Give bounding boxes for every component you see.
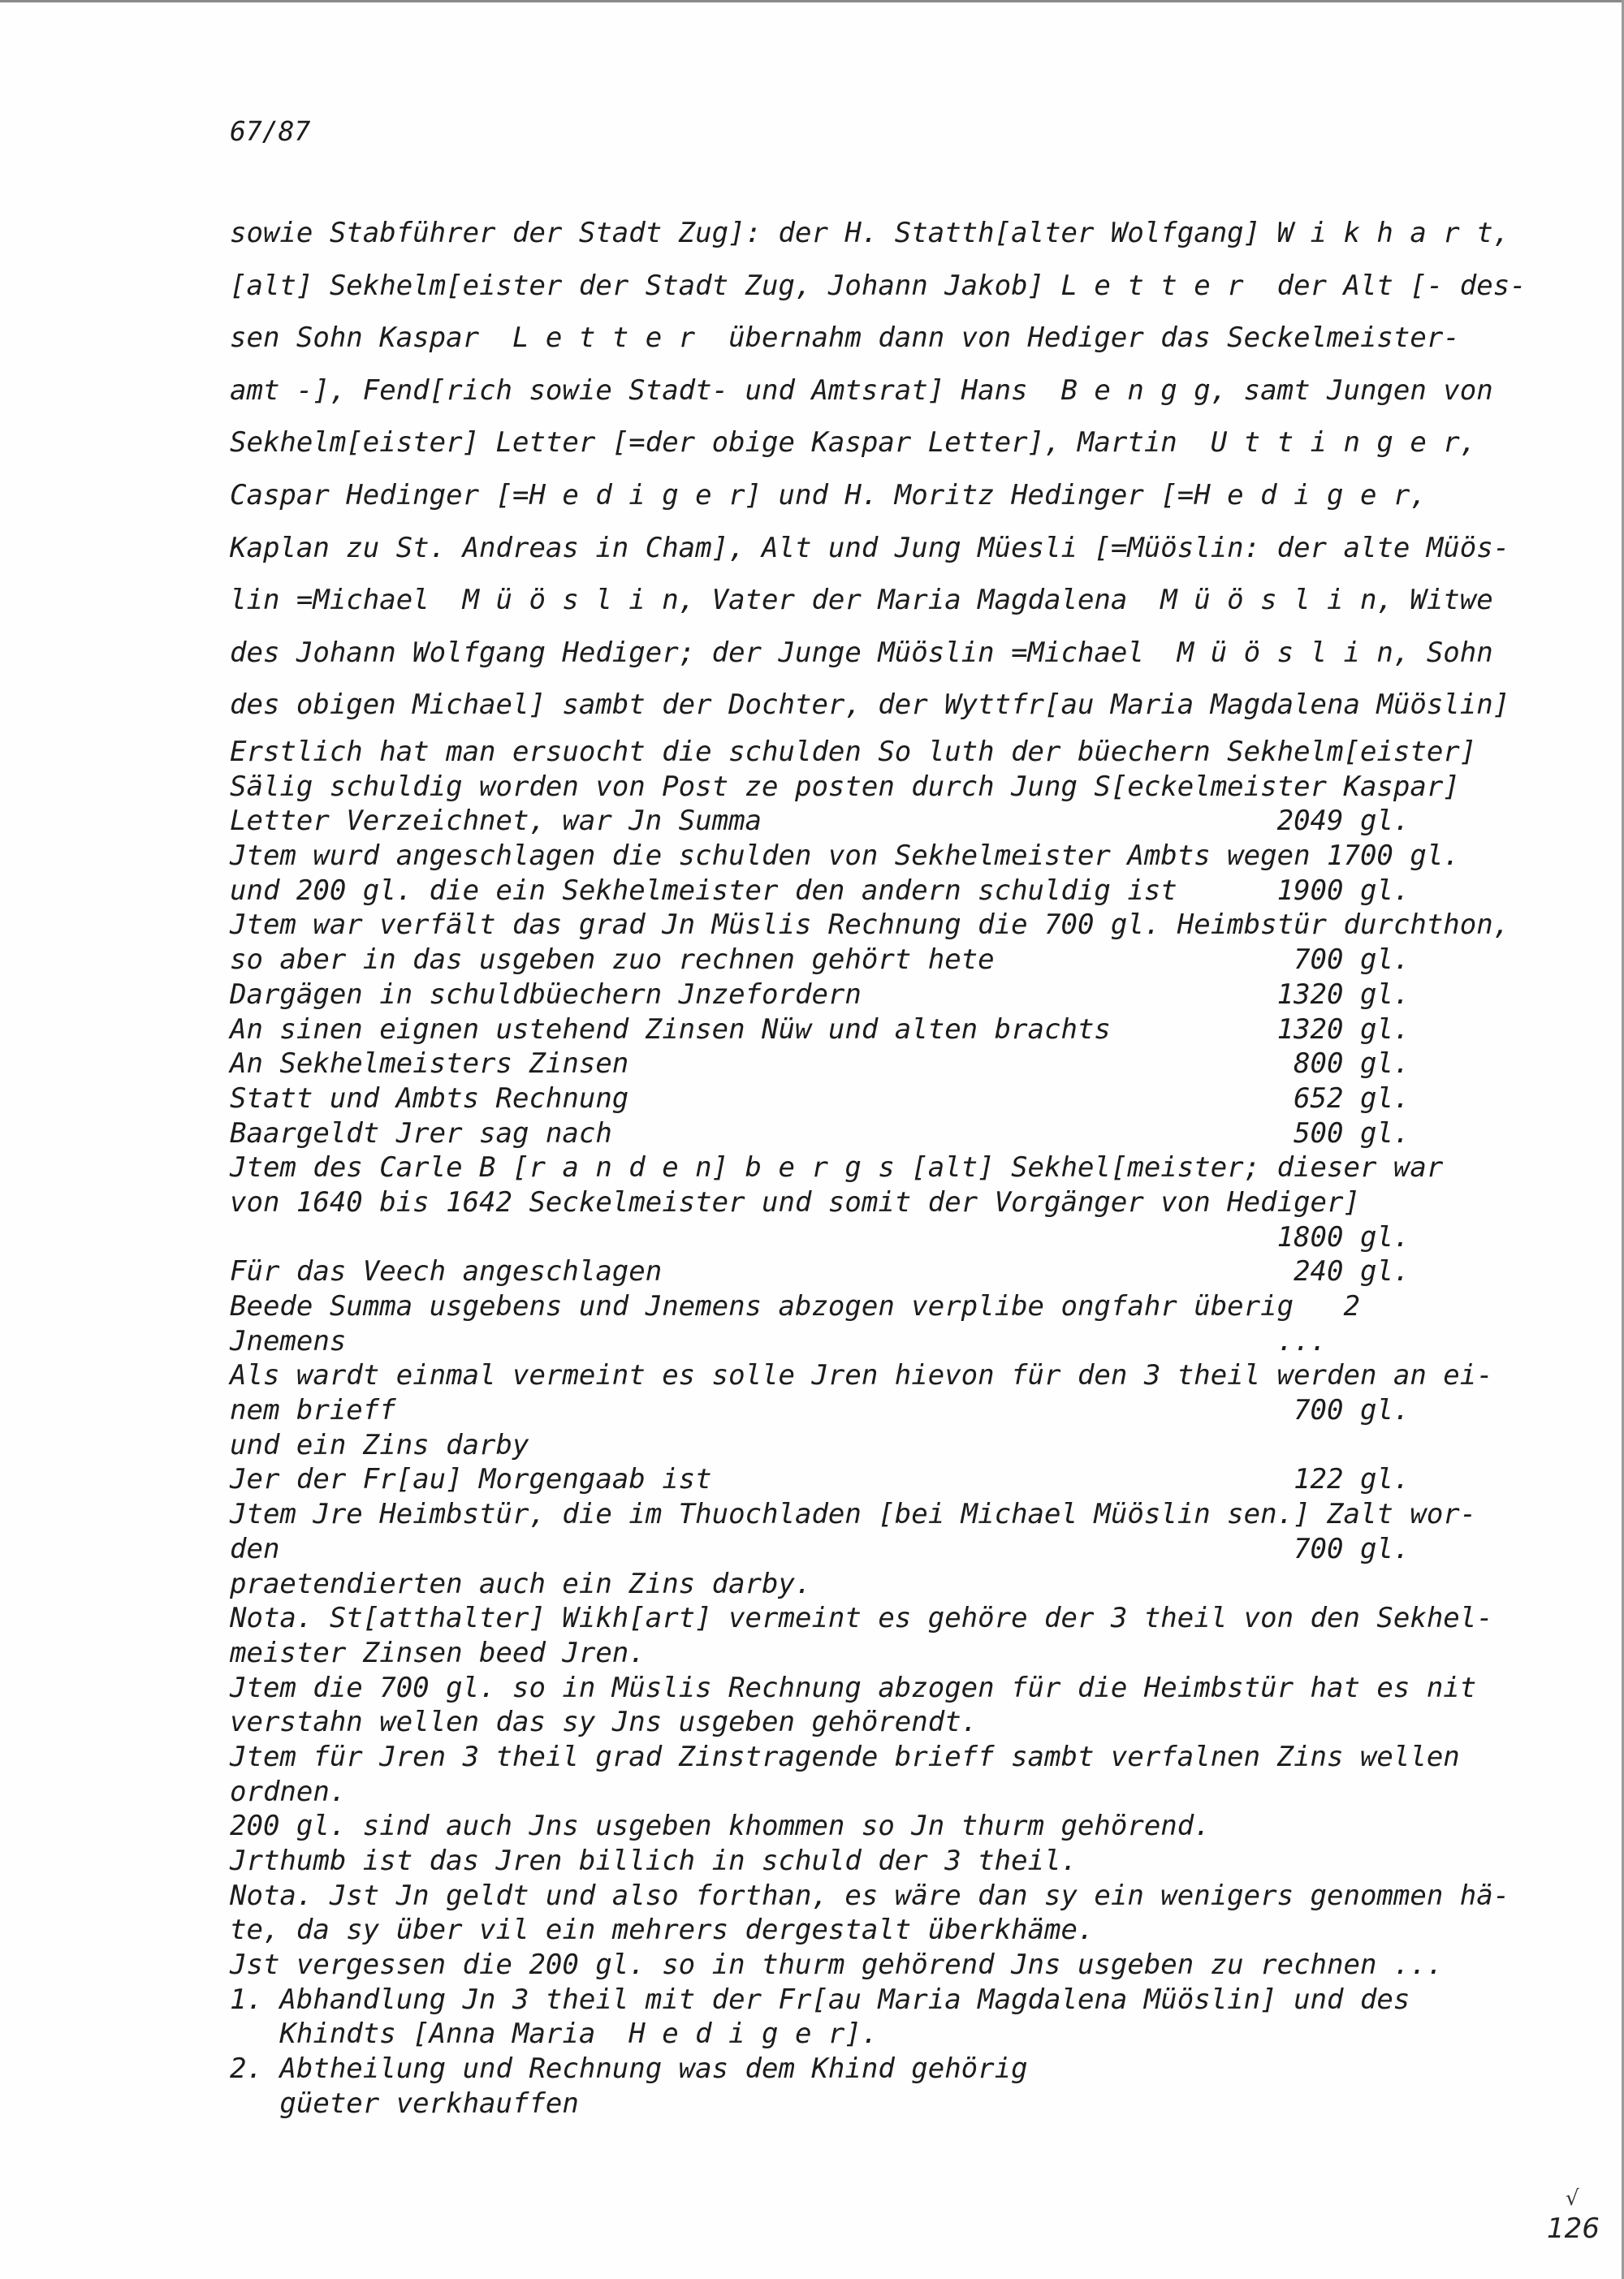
body-line: Jer der Fr[au] Morgengaab ist 122 gl. [230,1463,1410,1496]
body-line: An Sekhelmeisters Zinsen 800 gl. [230,1047,1410,1081]
body-line: praetendierten auch ein Zins darby. [230,1567,812,1600]
check-mark: √ [1566,2186,1579,2211]
body-line: Letter Verzeichnet, war Jn Summa 2049 gl. [230,805,1410,838]
body-line: te, da sy über vil ein mehrers dergestalt überkhäme. [230,1914,1095,1947]
body-line: Beede Summa usgebens und Jnemens abzogen verplibe ongfahr überig 2 [230,1290,1360,1323]
intro-line: des Johann Wolfgang Hediger; der Junge Müöslin =Michael M ü ö s l i n, Sohn [230,636,1493,669]
body-line: Dargägen in schuldbüechern Jnzefordern 1320 gl. [230,978,1410,1011]
body-line: Jtem für Jren 3 theil grad Zinstragende brieff sambt verfalnen Zins wellen [230,1740,1460,1773]
body-line: Als wardt einmal vermeint es solle Jren hievon für den 3 theil werden an ei- [230,1359,1493,1392]
intro-line: Sekhelm[eister] Letter [=der obige Kaspar Letter], Martin U t t i n g e r, [230,426,1477,460]
body-line: verstahn wellen das sy Jns usgeben gehörendt. [230,1706,978,1739]
intro-line: [alt] Sekhelm[eister der Stadt Zug, Johann Jakob] L e t t e r der Alt [- des- [230,269,1527,302]
intro-line: des obigen Michael] sambt der Dochter, der Wyttfr[au Maria Magdalena Müöslin] [230,688,1510,722]
page-number: 126 [1547,2212,1600,2245]
body-line: Jnemens ... [230,1324,1328,1357]
scan-edge-top [0,0,1624,2]
body-line: Nota. Jst Jn geldt und also forthan, es wäre dan sy ein wenigers genommen hä- [230,1879,1510,1912]
body-line: so aber in das usgeben zuo rechnen gehört hete 700 gl. [230,943,1410,977]
body-line: Jtem war verfält das grad Jn Müslis Rechnung die 700 gl. Heimbstür durchthon, [230,909,1510,942]
body-line: Jrthumb ist das Jren billich in schuld der 3 theil. [230,1845,1078,1877]
body-line: den 700 gl. [230,1532,1410,1565]
intro-line: sen Sohn Kaspar L e t t e r übernahm dann von Hediger das Seckelmeister- [230,322,1460,355]
intro-line: sowie Stabführer der Stadt Zug]: der H. Statth[alter Wolfgang] W i k h a r t, [230,217,1510,249]
intro-paragraph [230,207,1527,732]
body-line: ordnen. [230,1775,347,1808]
body-line: Baargeldt Jrer sag nach 500 gl. [230,1116,1410,1150]
body-line: Für das Veech angeschlagen 240 gl. [230,1255,1410,1288]
body-line: und 200 gl. die ein Sekhelmeister den andern schuldig ist 1900 gl. [230,874,1410,907]
intro-line: Caspar Hedinger [=H e d i g e r] und H. Moritz Hedinger [=H e d i g e r, [230,478,1427,511]
folio-number: 67/87 [230,115,311,147]
intro-line: amt -], Fend[rich sowie Stadt- und Amtsrat] Hans B e n g g, samt Jungen von [230,373,1493,407]
body-line: 1800 gl. [230,1220,1410,1254]
body-line: und ein Zins darby [230,1428,529,1461]
intro-line: Kaplan zu St. Andreas in Cham], Alt und Jung Müesli [=Müöslin: der alte Müös- [230,531,1510,564]
transcription-body [230,735,1529,2121]
body-line: Khindts [Anna Maria H e d i g e r]. [230,2018,879,2051]
body-line: Sälig schuldig worden von Post ze posten durch Jung S[eckelmeister Kaspar] [230,770,1460,803]
body-line: Jtem die 700 gl. so in Müslis Rechnung abzogen für die Heimbstür hat es nit [230,1671,1477,1704]
body-line: 200 gl. sind auch Jns usgeben khommen so Jn thurm gehörend. [230,1810,1211,1843]
body-line: Jtem wurd angeschlagen die schulden von Sekhelmeister Ambts wegen 1700 gl. [230,840,1460,873]
body-line: Nota. St[atthalter] Wikh[art] vermeint es gehöre der 3 theil von den Sekhel- [230,1602,1493,1635]
body-line: Jst vergessen die 200 gl. so in thurm gehörend Jns usgeben zu rechnen ... [230,1949,1444,1982]
intro-line: lin =Michael M ü ö s l i n, Vater der Maria Magdalena M ü ö s l i n, Witwe [230,584,1493,617]
body-line: 1. Abhandlung Jn 3 theil mit der Fr[au Maria Magdalena Müöslin] und des [230,1983,1410,2016]
body-line: Erstlich hat man ersuocht die schulden So luth der büechern Sekhelm[eister] [230,736,1477,768]
body-line: Jtem des Carle B [r a n d e n] b e r g s [alt] Sekhel[meister; dieser war [230,1151,1444,1185]
body-line: nem brieff 700 gl. [230,1394,1410,1427]
body-line: Jtem Jre Heimbstür, die im Thuochladen [bei Michael Müöslin sen.] Zalt wor- [230,1498,1477,1531]
body-line: 2. Abtheilung und Rechnung was dem Khind gehörig [230,2052,1028,2086]
body-line: von 1640 bis 1642 Seckelmeister und somit der Vorgänger von Hediger] [230,1185,1360,1219]
body-line: An sinen eignen ustehend Zinsen Nüw und alten brachts 1320 gl. [230,1012,1410,1046]
body-line: güeter verkhauffen [230,2087,579,2120]
body-line: meister Zinsen beed Jren. [230,1636,646,1669]
body-line: Statt und Ambts Rechnung 652 gl. [230,1081,1410,1115]
